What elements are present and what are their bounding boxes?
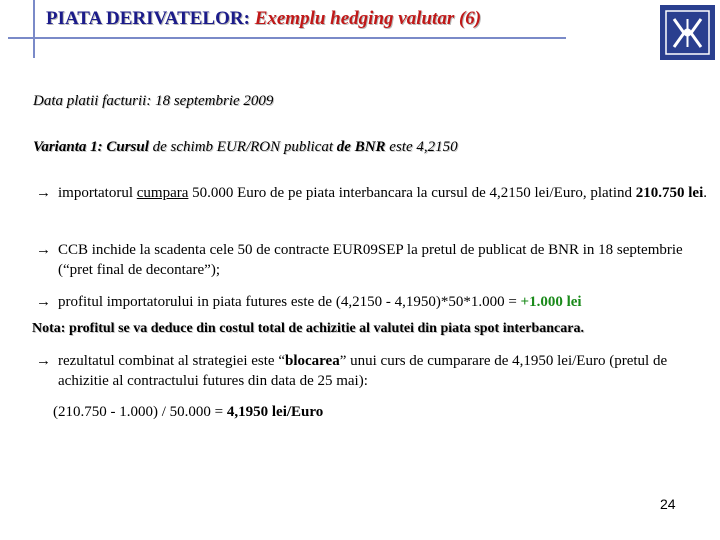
frame-vertical-line (33, 0, 35, 58)
slide-title (46, 8, 481, 30)
title-main: PIATA DERIVATELOR: (46, 8, 250, 29)
payment-date-label: Data platii facturii: (33, 93, 152, 109)
bullet-item (36, 240, 720, 280)
bullet-item (36, 351, 720, 391)
bullet-text: rezultatul combinat al strategiei este “blocarea” unui curs de cumparare de 4,1950 lei/Euro (pretul de achizitie al contractului futures din data de 25 mai): (58, 353, 668, 389)
institution-logo-icon (660, 5, 715, 60)
bullet-item (36, 292, 720, 312)
arrow-icon: → (36, 353, 51, 369)
bullet-item (36, 183, 720, 203)
frame-horizontal-line (8, 37, 566, 39)
variant-line (33, 139, 458, 156)
arrow-icon: → (36, 185, 51, 201)
note-text: profitul se va deduce din costul total de achizitie al valutei din piata spot interbancara. (65, 321, 584, 336)
bullet-text: profitul importatorului in piata futures este de (4,2150 - 4,1950)*50*1.000 = +1.000 lei (58, 294, 582, 310)
variant-bnr: BNR (354, 139, 386, 155)
bullet-text: CCB inchide la scadenta cele 50 de contracte EUR09SEP la pretul de publicat de BNR in 18 septembrie (“pret final de decontare”); (58, 242, 683, 278)
arrow-icon: → (36, 294, 51, 310)
page-number: 24 (660, 496, 676, 512)
variant-text: de schimb EUR/RON publicat (152, 139, 334, 155)
profit-value: +1.000 lei (520, 294, 582, 310)
payment-date-value: 18 septembrie 2009 (155, 93, 274, 109)
arrow-icon: → (36, 242, 51, 258)
bullet-text: importatorul cumpara 50.000 Euro de pe piata interbancara la cursul de 4,2150 lei/Euro, platind 210.750 lei. (58, 185, 707, 201)
formula-text: (210.750 - 1.000) / 50.000 = (53, 404, 227, 420)
title-sub: Exemplu hedging valutar (6) (254, 8, 482, 29)
note-line (32, 321, 584, 337)
variant-este: este 4,2150 (389, 139, 458, 155)
note-label: Nota: (32, 321, 66, 336)
formula-line (53, 404, 323, 421)
variant-de: de (336, 139, 351, 155)
formula-result: 4,1950 lei/Euro (226, 404, 324, 420)
variant-label: Varianta 1: Cursul (33, 139, 149, 155)
payment-date-line (33, 93, 273, 110)
